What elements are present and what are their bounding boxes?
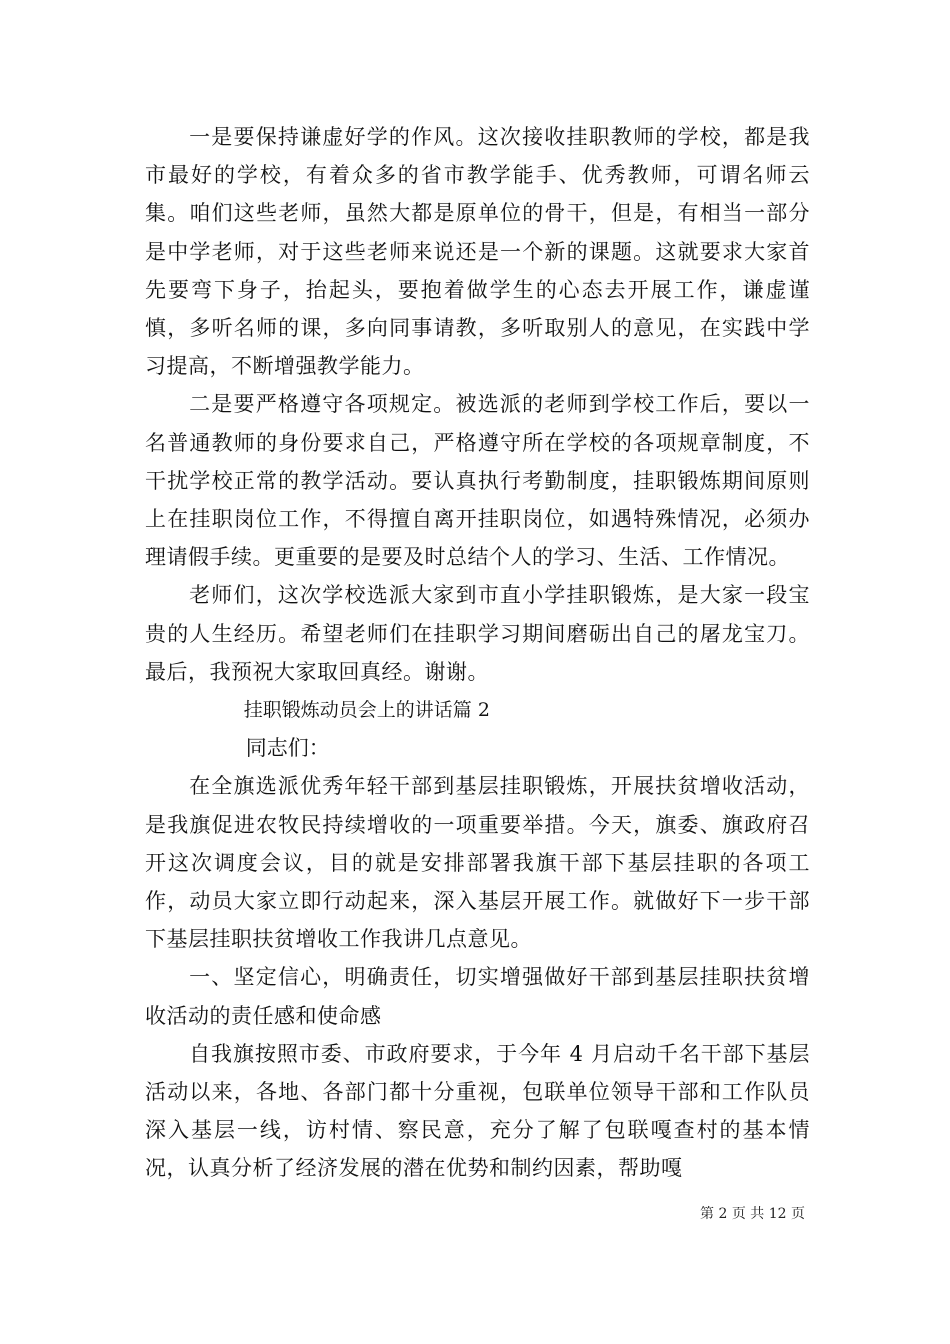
document-body — [145, 118, 810, 1188]
paragraph-2: 二是要严格遵守各项规定。被选派的老师到学校工作后，要以一名普通教师的身份要求自己，严格遵守所在学校的各项规章制度，不干扰学校正常的教学活动。要认真执行考勤制度，挂职锻炼期间原则上在挂职岗位工作，不得擅自离开挂职岗位，如遇特殊情况，必须办理请假手续。更重要的是要及时总结个人的学习、生活、工作情况。 — [145, 392, 810, 570]
paragraph-1: 一是要保持谦虚好学的作风。这次接收挂职教师的学校，都是我市最好的学校，有着众多的省市教学能手、优秀教师，可谓名师云集。咱们这些老师，虽然大都是原单位的骨干，但是，有相当一部分是中学老师，对于这些老师来说还是一个新的课题。这就要求大家首先要弯下身子，抬起头，要抱着做学生的心态去开展工作，谦虚谨慎，多听名师的课，多向同事请教，多听取别人的意见，在实践中学习提高，不断增强教学能力。 — [145, 125, 810, 379]
section-title: 挂职锻炼动员会上的讲话篇 2 — [243, 699, 490, 722]
paragraph-5: 一、坚定信心，明确责任，切实增强做好干部到基层挂职扶贫增收活动的责任感和使命感 — [145, 965, 810, 1028]
paragraph-4: 在全旗选派优秀年轻干部到基层挂职锻炼，开展扶贫增收活动，是我旗促进农牧民持续增收的一项重要举措。今天，旗委、旗政府召开这次调度会议，目的就是安排部署我旗干部下基层挂职的各项工作，动员大家立即行动起来，深入基层开展工作。就做好下一步干部下基层挂职扶贫增收工作我讲几点意见。 — [145, 774, 810, 952]
page-number: 第 2 页 共 12 页 — [700, 1206, 805, 1222]
salutation: 同志们： — [245, 736, 330, 761]
paragraph-6: 自我旗按照市委、市政府要求，于今年 4 月启动千名干部下基层活动以来，各地、各部门都十分重视，包联单位领导干部和工作队员深入基层一线，访村情、察民意，充分了解了包联嘎查村的基本情况，认真分析了经济发展的潜在优势和制约因素，帮助嘎 — [145, 1041, 810, 1181]
paragraph-3: 老师们，这次学校选派大家到市直小学挂职锻炼，是大家一段宝贵的人生经历。希望老师们在挂职学习期间磨砺出自己的屠龙宝刀。最后，我预祝大家取回真经。谢谢。 — [145, 583, 810, 684]
